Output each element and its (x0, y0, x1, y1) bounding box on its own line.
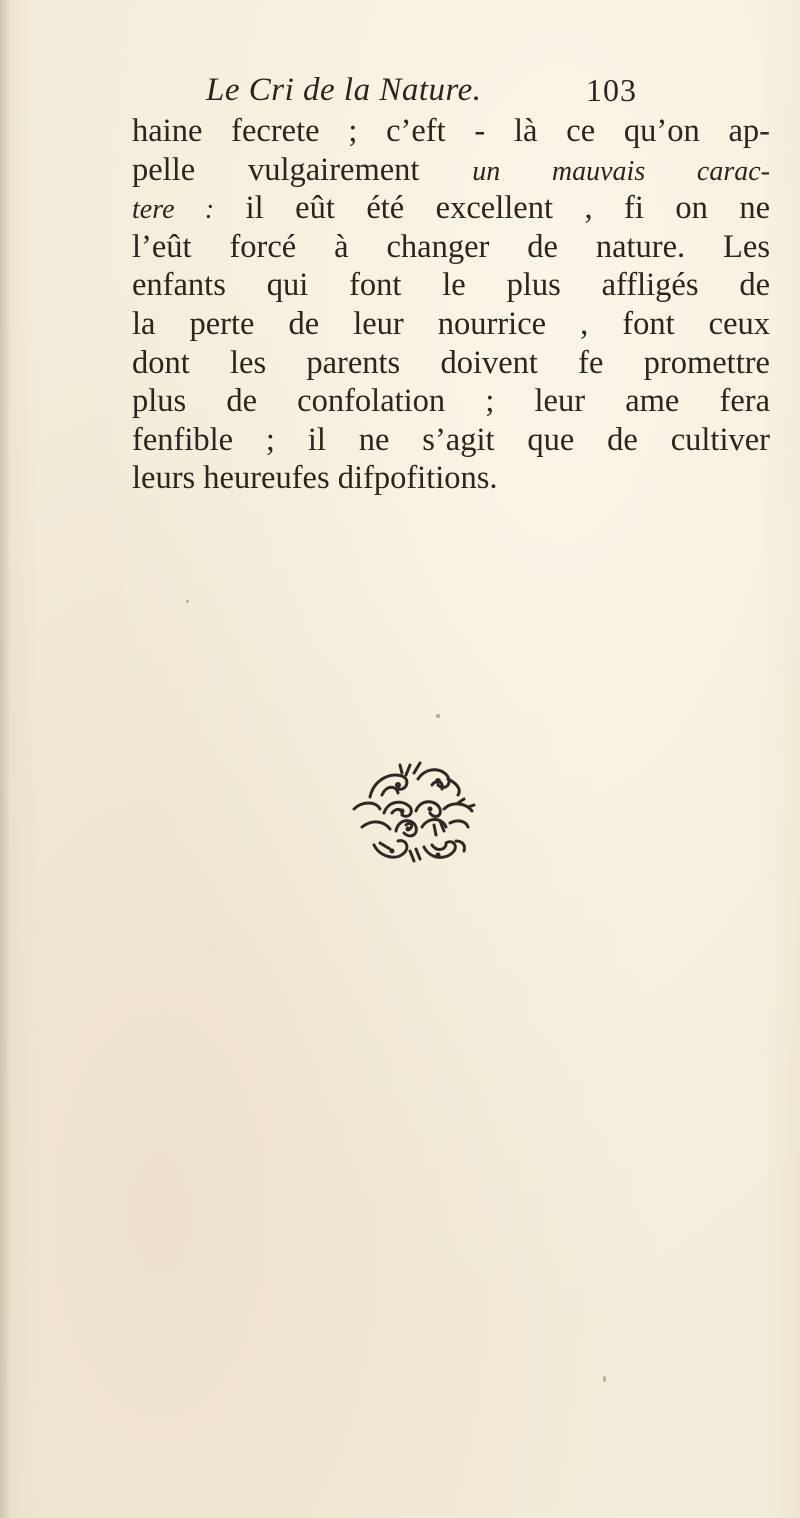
floral-tailpiece-icon (340, 755, 488, 873)
text-line-4: l’eût forcé à changer de nature. Les (132, 228, 770, 265)
text-line-6: la perte de leur nourrice , font ceux (132, 305, 770, 342)
paper-speck (603, 1376, 606, 1382)
paper-speck (436, 714, 440, 718)
text-line-9: fenfible ; il ne s’agit que de cultiver (132, 421, 770, 458)
italic-phrase: un mauvais carac- (472, 155, 770, 187)
text-line-8: plus de confolation ; leur ame fera (132, 383, 770, 420)
italic-continuation: tere : (132, 194, 215, 226)
text-line-3 (132, 189, 770, 228)
page-number: 103 (586, 72, 637, 108)
paper-speck (186, 600, 189, 603)
text-line-5: enfants qui font le plus affligés de (132, 267, 770, 304)
page-gutter-shadow (0, 0, 10, 1518)
text-line-1: haine fecrete ; c’eft - là ce qu’on ap- (132, 113, 770, 149)
body-paragraph (132, 112, 772, 498)
running-title: Le Cri de la Nature. (206, 72, 482, 108)
text-line-7: dont les parents doivent fe promettre (132, 344, 770, 381)
text-line-10: leurs heureufes difpofitions. (132, 460, 498, 497)
text-line-2-roman: pelle vulgairement (132, 151, 473, 188)
text-line-2 (132, 151, 770, 190)
page-header (206, 72, 637, 112)
text-line-3-roman: il eût été excellent , fi on ne (214, 190, 770, 227)
